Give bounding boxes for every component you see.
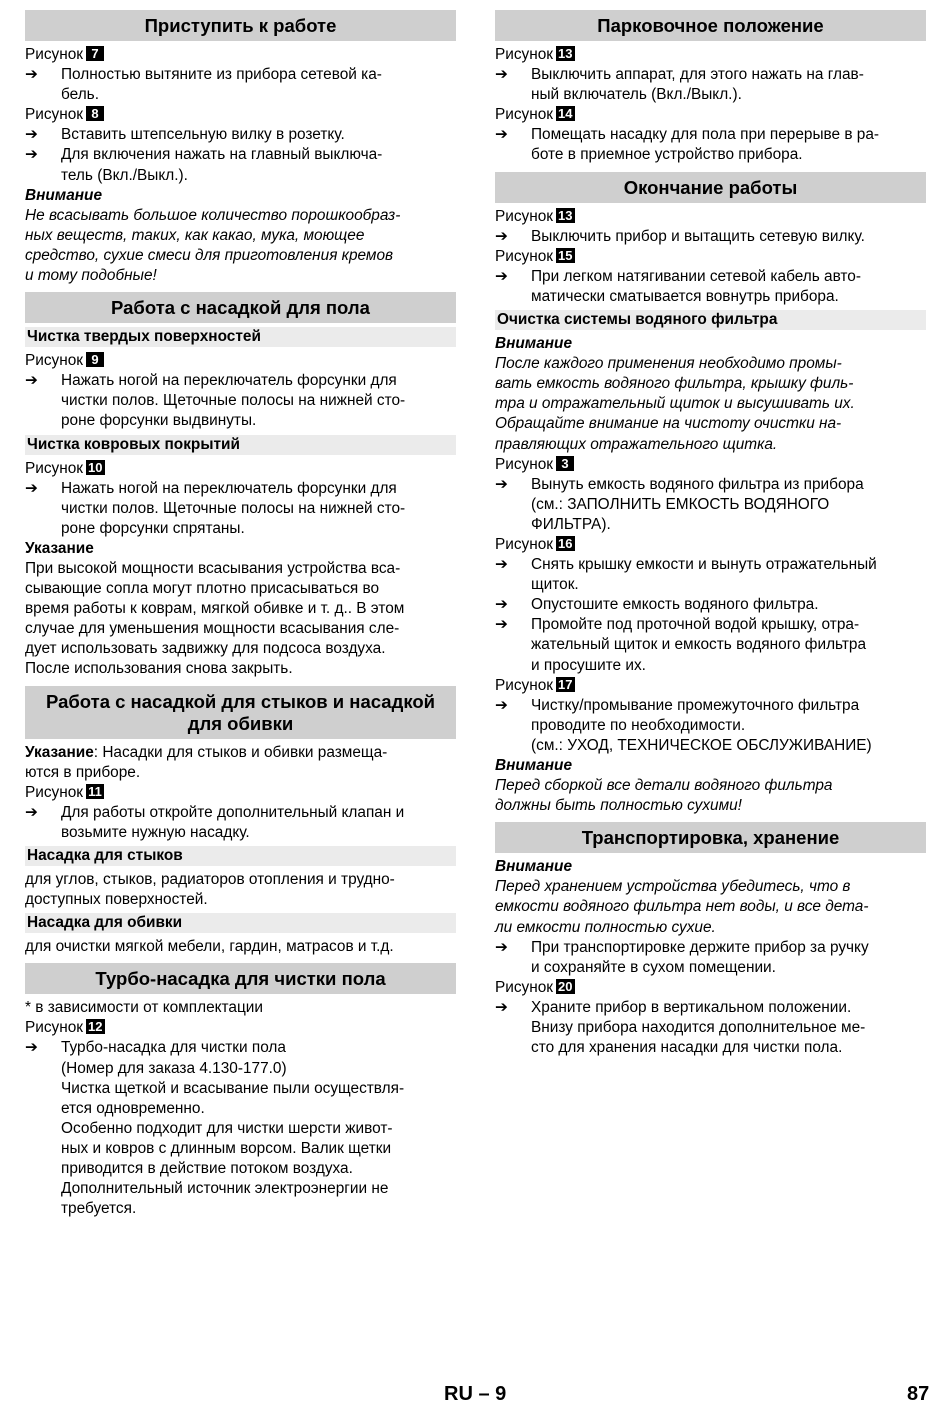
step-text: Выключить аппарат, для этого нажать на глав- ный включатель (Вкл./Выкл.).: [531, 66, 864, 104]
figure-number: 15: [558, 247, 573, 263]
figure-label: Рисунок: [495, 455, 554, 473]
figure-number: 10: [88, 459, 103, 475]
figure-ref: [495, 676, 926, 696]
figure-number: 16: [558, 535, 573, 551]
instruction-step: [495, 615, 926, 675]
figure-number: 12: [88, 1019, 103, 1035]
figure-label: Рисунок: [25, 783, 84, 801]
instruction-step: [495, 595, 926, 615]
figure-number: 9: [86, 352, 104, 367]
arrow-right-icon: ➔: [495, 126, 508, 144]
page-number: 87: [907, 1383, 930, 1405]
figure-number: 11: [86, 784, 104, 799]
figure-label: Рисунок: [25, 459, 84, 477]
figure-number: 8: [86, 106, 104, 121]
section-heading-floor-nozzle: Работа с насадкой для пола: [25, 292, 456, 323]
arrow-right-icon: ➔: [495, 227, 508, 245]
arrow-right-icon: ➔: [495, 616, 508, 634]
step-text: Вставить штепсельную вилку в розетку.: [61, 126, 345, 144]
arrow-right-icon: ➔: [25, 146, 38, 164]
warning-text: Перед сборкой все детали водяного фильтра должны быть полностью сухими!: [495, 777, 833, 815]
warning-text: Перед хранением устройства убедитесь, что в емкости водяного фильтра нет воды, и все дета- ли емкости полностью сухие.: [495, 878, 869, 936]
section-heading-transport-storage: Транспортировка, хранение: [495, 822, 926, 853]
arrow-right-icon: ➔: [25, 1039, 38, 1057]
instruction-step: [25, 125, 456, 145]
arrow-right-icon: ➔: [495, 267, 508, 285]
arrow-right-icon: ➔: [495, 596, 508, 614]
section-heading-crevice-upholstery: Работа с насадкой для стыков и насадкой для обивки: [25, 686, 456, 739]
arrow-right-icon: ➔: [495, 998, 508, 1016]
instruction-step: [495, 998, 926, 1058]
step-text: Промойте под проточной водой крышку, отра- жательный щиток и емкость водяного фильтра и просушите их.: [531, 616, 867, 674]
instruction-step: [25, 803, 456, 843]
instruction-step: [495, 125, 926, 165]
figure-ref: [25, 351, 456, 371]
subheading-water-filter-cleaning: Очистка системы водяного фильтра: [495, 310, 926, 330]
arrow-right-icon: ➔: [495, 696, 508, 714]
step-text: Помещать насадку для пола при перерыве в ра- боте в приемное устройство прибора.: [531, 126, 880, 164]
right-column: [495, 10, 926, 1058]
instruction-step: [25, 1038, 456, 1219]
warning-text: Не всасывать большое количество порошкообраз- ных веществ, таких, как какао, мука, моющее средство, сухие смеси для приготовления кремов и тому подобные!: [25, 206, 401, 285]
instruction-step: [25, 479, 456, 539]
figure-label: Рисунок: [495, 46, 554, 63]
section-heading-parking-position: Парковочное положение: [495, 10, 926, 41]
note-text: : Насадки для стыков и обивки размеща- ются в приборе.: [25, 743, 388, 781]
step-text: Храните прибор в вертикальном положении. Внизу прибора находится дополнительное ме- сто для хранения насадки для чистки пола.: [531, 998, 866, 1057]
step-text: Нажать ногой на переключатель форсунки для чистки полов. Щеточные полосы на нижней сто- роне форсунки спрятаны.: [61, 479, 406, 537]
figure-number: 17: [558, 676, 573, 692]
arrow-right-icon: ➔: [25, 803, 38, 821]
step-text: При транспортировке держите прибор за ручку и сохраняйте в сухом помещении.: [531, 938, 869, 976]
instruction-step: [25, 371, 456, 431]
figure-label: Рисунок: [495, 207, 554, 225]
instruction-step: [495, 938, 926, 978]
crevice-nozzle-text: для углов, стыков, радиаторов отопления и трудно- доступных поверхностей.: [25, 871, 395, 909]
arrow-right-icon: ➔: [495, 938, 508, 956]
figure-label: Рисунок: [495, 247, 554, 265]
figure-label: Рисунок: [495, 535, 554, 553]
arrow-right-icon: ➔: [495, 66, 508, 84]
figure-number: 14: [558, 106, 573, 122]
step-text: Полностью вытяните из прибора сетевой ка- бель.: [61, 66, 382, 104]
step-text: Вынуть емкость водяного фильтра из прибора (см.: ЗАПОЛНИТЬ ЕМКОСТЬ ВОДЯНОГО ФИЛЬТРА).: [531, 475, 864, 533]
instruction-step: [495, 555, 926, 595]
figure-ref: [495, 535, 926, 555]
figure-ref: [25, 105, 456, 125]
figure-number: 20: [558, 978, 573, 994]
warning-label: Внимание: [25, 186, 103, 204]
arrow-right-icon: ➔: [495, 556, 508, 574]
figure-ref: [25, 1018, 456, 1038]
figure-label: Рисунок: [25, 46, 84, 63]
instruction-step: [25, 65, 456, 105]
step-text: Чистку/промывание промежуточного фильтра проводите по необходимости. (см.: УХОД, ТЕХНИЧЕСКОЕ ОБСЛУЖИВАНИЕ): [531, 696, 872, 754]
figure-ref: [495, 455, 926, 475]
step-text: Нажать ногой на переключатель форсунки для чистки полов. Щеточные полосы на нижней сто- роне форсунки выдвинуты.: [61, 372, 406, 430]
note-label: Указание: [25, 743, 94, 761]
figure-number: 7: [86, 46, 104, 61]
figure-ref: [495, 105, 926, 125]
subheading-upholstery-nozzle: Насадка для обивки: [25, 913, 456, 933]
instruction-step: [495, 696, 926, 756]
figure-ref: [495, 247, 926, 267]
page-section-label: RU – 9: [444, 1383, 507, 1405]
subheading-hard-surfaces: Чистка твердых поверхностей: [25, 327, 456, 347]
step-text: Снять крышку емкости и вынуть отражательный щиток.: [531, 556, 877, 594]
note-label: Указание: [25, 539, 94, 557]
arrow-right-icon: ➔: [25, 372, 38, 390]
warning-text: После каждого применения необходимо промы- вать емкость водяного фильтра, крышку филь- тра и отражательный щиток и высушивать их. Обращайте внимание на чистоту очистки на- правляющих отражательного щитка.: [495, 355, 855, 453]
subheading-crevice-nozzle: Насадка для стыков: [25, 846, 456, 866]
step-text: Турбо-насадка для чистки пола (Номер для заказа 4.130-177.0) Чистка щеткой и всасывание пыли осуществля- ется одновременно. Особенно подходит для чистки шерсти живот- ных и ковров с длинным ворсом. Валик щетки приводится в действие потоком воздуха. Дополнительный источник электроэнергии не требуется.: [61, 1039, 405, 1218]
arrow-right-icon: ➔: [25, 66, 38, 84]
figure-label: Рисунок: [495, 676, 554, 694]
subheading-carpets: Чистка ковровых покрытий: [25, 435, 456, 455]
figure-number: 3: [556, 456, 574, 471]
arrow-right-icon: ➔: [25, 479, 38, 497]
instruction-step: [495, 227, 926, 247]
left-column: [25, 10, 456, 1219]
step-text: Для работы откройте дополнительный клапан и возьмите нужную насадку.: [61, 803, 405, 841]
figure-number: 13: [558, 207, 573, 223]
figure-label: Рисунок: [495, 978, 554, 996]
figure-label: Рисунок: [495, 106, 554, 124]
note-text: При высокой мощности всасывания устройства вса- сывающие сопла могут плотно присасываться во время работы к коврам, мягкой обивке и т. д.. В этом случае для уменьшения мощности всасывания сле- дует использовать задвижку для подсоса воздуха. После использования снова закрыть.: [25, 559, 405, 678]
instruction-step: [25, 145, 456, 185]
figure-ref: [495, 978, 926, 998]
step-text: При легком натягивании сетевой кабель авто- матически сматывается вовнутрь прибора.: [531, 267, 861, 305]
step-text: Для включения нажать на главный выключа- тель (Вкл./Выкл.).: [61, 146, 383, 184]
step-text: Опустошите емкость водяного фильтра.: [531, 596, 819, 614]
figure-ref: [25, 783, 456, 803]
figure-ref: [495, 207, 926, 227]
arrow-right-icon: ➔: [495, 475, 508, 493]
warning-label: Внимание: [495, 335, 573, 353]
figure-number: 13: [558, 46, 573, 61]
figure-label: Рисунок: [25, 1019, 84, 1037]
warning-label: Внимание: [495, 858, 573, 876]
upholstery-nozzle-text: для очистки мягкой мебели, гардин, матрасов и т.д.: [25, 938, 394, 956]
step-text: Выключить прибор и вытащить сетевую вилку.: [531, 227, 865, 245]
warning-label: Внимание: [495, 757, 573, 774]
footnote-text: * в зависимости от комплектации: [25, 999, 263, 1017]
figure-ref: [25, 45, 456, 65]
figure-label: Рисунок: [25, 352, 84, 370]
section-heading-turbo-nozzle: Турбо-насадка для чистки пола: [25, 963, 456, 994]
instruction-step: [495, 65, 926, 105]
instruction-step: [495, 475, 926, 535]
note-paragraph: [25, 743, 456, 783]
figure-ref: [495, 45, 926, 65]
figure-label: Рисунок: [25, 106, 84, 124]
section-heading-getting-started: Приступить к работе: [25, 10, 456, 41]
arrow-right-icon: ➔: [25, 126, 38, 144]
section-heading-finish-work: Окончание работы: [495, 172, 926, 203]
instruction-step: [495, 267, 926, 307]
figure-ref: [25, 459, 456, 479]
